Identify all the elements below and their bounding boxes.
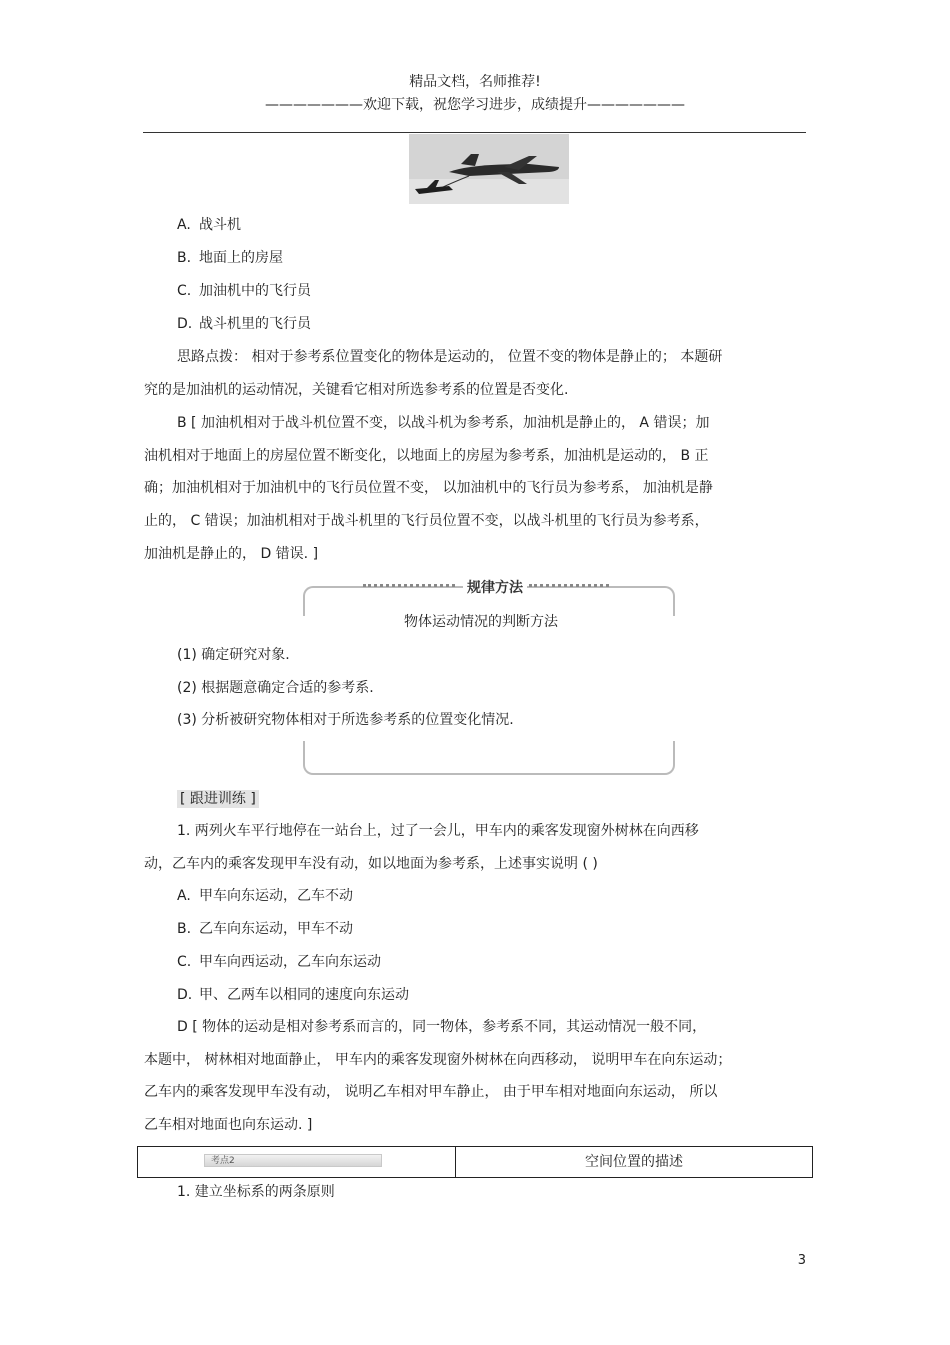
method-step-2: (2) 根据题意确定合适的参考系. [177, 680, 374, 696]
option-text: 地面上的房屋 [199, 250, 283, 266]
method-step-1: (1) 确定研究对象. [177, 647, 290, 663]
option-text: 甲、乙两车以相同的速度向东运动 [199, 987, 409, 1003]
option-letter: D. [177, 987, 193, 1003]
option-d [177, 314, 311, 334]
option-text: 加油机中的飞行员 [199, 283, 311, 299]
option-text: 甲车向东运动，乙车不动 [199, 888, 353, 904]
hint-line-1: 思路点拨： 相对于参考系位置变化的物体是运动的， 位置不变的物体是静止的； 本题研 [177, 349, 723, 365]
method-step-3: (3) 分析被研究物体相对于所选参考系的位置变化情况. [177, 712, 514, 728]
option-text: 乙车向东运动，甲车不动 [199, 921, 353, 937]
answer1-line-3: 确；加油机相对于加油机中的飞行员位置不变， 以加油机中的飞行员为参考系， 加油机是静 [144, 480, 713, 496]
option-c [177, 281, 311, 301]
hint-line-2: 究的是加油机的运动情况，关键看它相对所选参考系的位置是否变化. [144, 382, 569, 398]
option-letter: C. [177, 283, 192, 299]
header-rule [143, 132, 806, 133]
option-text: 战斗机 [199, 217, 241, 233]
section-title: 空间位置的描述 [585, 1154, 683, 1170]
training-option-c [177, 952, 381, 972]
option-text: 甲车向西运动，乙车向东运动 [199, 954, 381, 970]
page-number: 3 [797, 1253, 806, 1268]
training-answer-line-4: 乙车相对地面也向东运动. ] [144, 1117, 313, 1133]
training-answer-line-2: 本题中， 树林相对地面静止， 甲车内的乘客发现窗外树林在向西移动， 说明甲车在向东运动； [144, 1052, 732, 1068]
training-answer-line-1: D [ 物体的运动是相对参考系而言的，同一物体，参考系不同，其运动情况一般不同， [177, 1019, 707, 1035]
banner-dots-left [363, 584, 455, 591]
answer1-line-1: B [ 加油机相对于战斗机位置不变，以战斗机为参考系，加油机是静止的， A 错误；加 [177, 415, 710, 431]
training-answer-line-3: 乙车内的乘客发现甲车没有动， 说明乙车相对甲车静止， 由于甲车相对地面向东运动， 所以 [144, 1084, 718, 1100]
option-letter: A. [177, 888, 191, 904]
refueling-aircraft-image [409, 134, 569, 204]
header-line-1: 精品文档，名师推荐! [409, 74, 541, 90]
banner-dots-right [529, 584, 609, 591]
option-letter: B. [177, 921, 192, 937]
option-b [177, 248, 283, 268]
option-letter: B. [177, 250, 192, 266]
method-title: 物体运动情况的判断方法 [404, 614, 558, 630]
option-letter: D. [177, 316, 193, 332]
option-letter: A. [177, 217, 191, 233]
header-line-2: ———————欢迎下载，祝您学习进步，成绩提升——————— [265, 97, 685, 113]
method-box-bottom [303, 741, 675, 775]
answer1-line-5: 加油机是静止的， D 错误. ] [144, 546, 319, 562]
method-banner-title: 规律方法 [463, 577, 527, 597]
section-badge: 考点2 [204, 1154, 382, 1167]
answer1-line-4: 止的， C 错误；加油机相对于战斗机里的飞行员位置不变，以战斗机里的飞行员为参考系， [144, 513, 709, 529]
training-tag-label: [ 跟进训练 ] [177, 790, 259, 808]
section-subhead: 1. 建立坐标系的两条原则 [177, 1184, 335, 1200]
training-option-b [177, 919, 353, 939]
option-a [177, 215, 241, 235]
answer1-line-2: 油机相对于地面上的房屋位置不断变化，以地面上的房屋为参考系，加油机是运动的， B 正 [144, 448, 709, 464]
training-tag [177, 789, 259, 809]
section-header-table [137, 1146, 813, 1178]
option-text: 战斗机里的飞行员 [199, 316, 311, 332]
option-letter: C. [177, 954, 192, 970]
training-option-a [177, 886, 353, 906]
training-option-d [177, 985, 409, 1005]
training-question-line-2: 动，乙车内的乘客发现甲车没有动，如以地面为参考系，上述事实说明 ( ) [144, 856, 598, 872]
training-question-line-1: 1. 两列火车平行地停在一站台上，过了一会儿，甲车内的乘客发现窗外树林在向西移 [177, 823, 699, 839]
method-banner [303, 574, 675, 600]
